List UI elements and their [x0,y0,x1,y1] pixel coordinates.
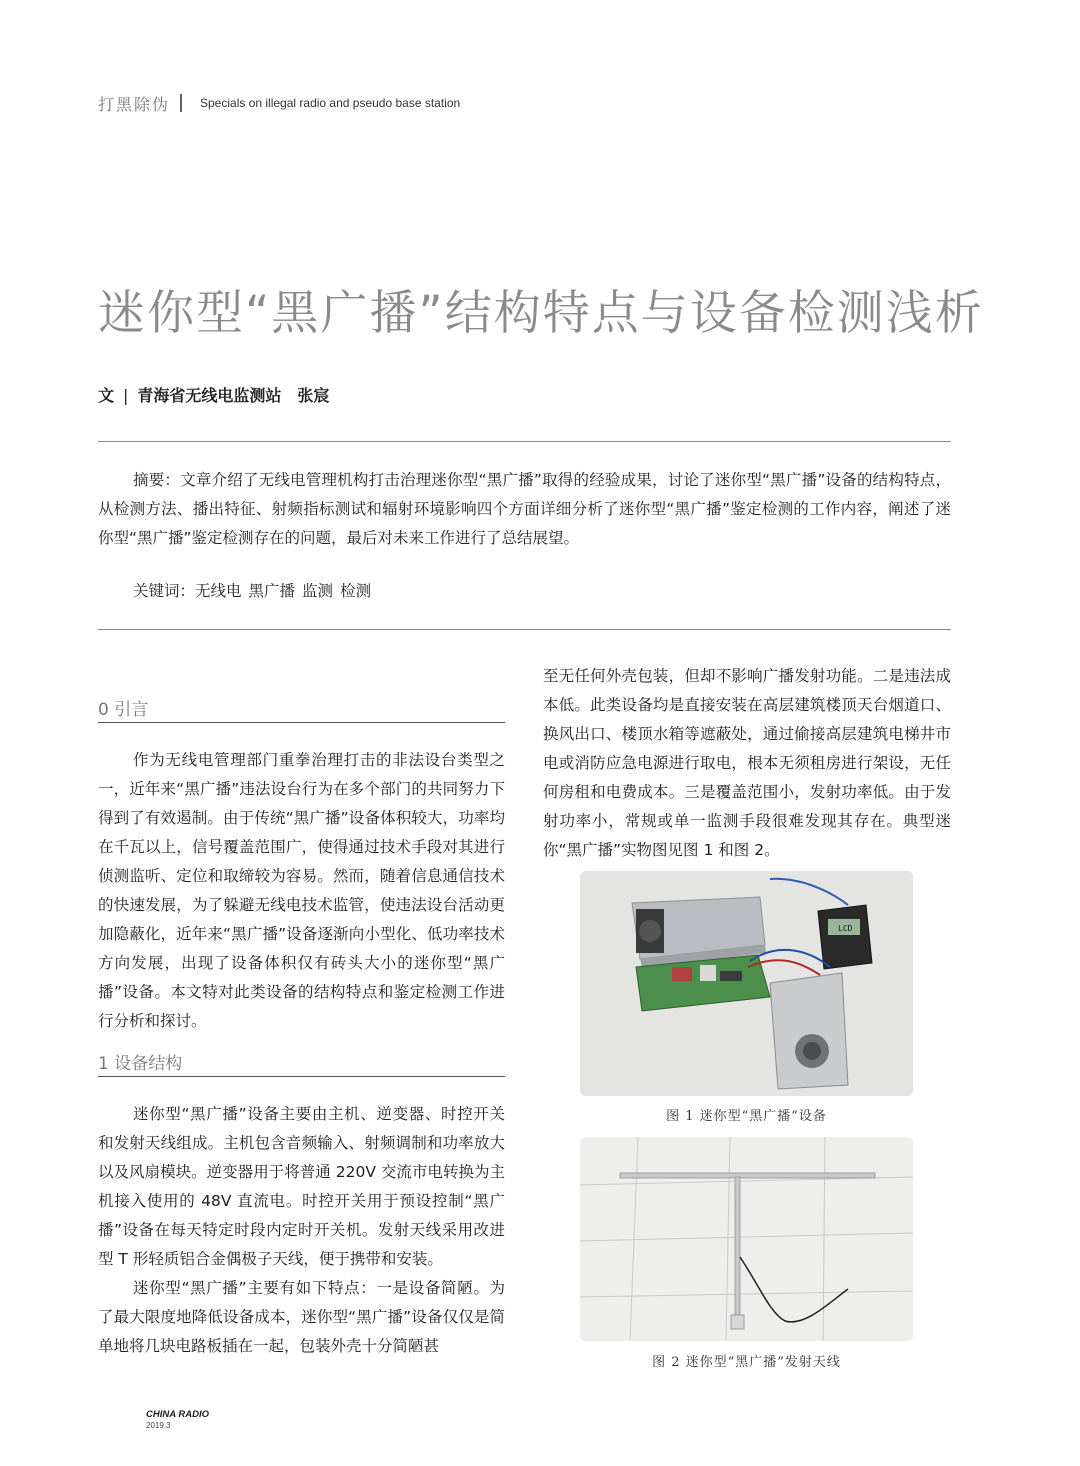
abstract: 摘要：文章介绍了无线电管理机构打击治理迷你型“黑广播”取得的经验成果，讨论了迷你型“黑广播”设备的结构特点，从检测方法、播出特征、射频指标测试和辐射环境影响四个方面详细分析了迷你型“黑广播”鉴定检测的工作内容，阐述了迷你型“黑广播”鉴定检测存在的问题，最后对未来工作进行了总结展望。 [98,471,951,547]
keywords-label: 关键词： [133,582,196,600]
keyword: 黑广播 [248,582,296,600]
section-label-cn: 打黑除伪 [98,95,171,114]
section-label-en: Specials on illegal radio and pseudo base station [200,96,461,110]
byline-author: 张宸 [297,386,330,405]
right-column-body [543,662,951,865]
byline-org: 青海省无线电监测站 [137,386,282,405]
abstract-bottom-rule [98,629,951,630]
figure-2-photo [580,1137,913,1341]
paragraph: 迷你型“黑广播”主要有如下特点：一是设备简陋。为了最大限度地降低设备成本，迷你型“黑广播”设备仅仅是简单地将几块电路板插在一起，包装外壳十分简陋甚 [98,1279,505,1355]
figure-2-caption: 图 2 迷你型“黑广播”发射天线 [652,1355,841,1370]
antenna-illustration [580,1137,913,1341]
header-divider [180,94,182,112]
intro-body [98,746,505,1036]
timer-display-label: LCD [838,924,853,933]
byline-prefix: 文 [98,386,115,405]
keywords [133,579,378,601]
keyword: 无线电 [195,582,242,600]
section-heading-intro: 0 引言 [98,700,149,720]
byline [98,383,329,406]
keyword: 检测 [340,582,372,600]
figure-1-caption: 图 1 迷你型“黑广播”设备 [666,1109,827,1124]
section-rule [98,1076,505,1077]
magazine-logo: CHINA RADIO [146,1409,209,1420]
paragraph: 作为无线电管理部门重拳治理打击的非法设台类型之一，近年来“黑广播”违法设台行为在多个部门的共同努力下得到了有效遏制。由于传统“黑广播”设备体积较大，功率均在千瓦以上，信号覆盖范围广，使得通过技术手段对其进行侦测监听、定位和取缔较为容易。然而，随着信息通信技术的快速发展，为了躲避无线电技术监管，使违法设台活动更加隐蔽化，近年来“黑广播”设备逐渐向小型化、低功率技术方向发展，出现了设备体积仅有砖头大小的迷你型“黑广播”设备。本文特对此类设备的结构特点和鉴定检测工作进行分析和探讨。 [98,751,505,1030]
article-title: 迷你型“黑广播”结构特点与设备检测浅析 [98,286,984,341]
structure-body [98,1100,505,1361]
top-rule [98,441,951,442]
paragraph: 迷你型“黑广播”设备主要由主机、逆变器、时控开关和发射天线组成。主机包含音频输入、射频调制和功率放大以及风扇模块。逆变器用于将普通 220V 交流市电转换为主机接入使用的 48V 直流电。时控开关用于预设控制“黑广播”设备在每天特定时段内定时开关机。发射天线采用改进型 T 形轻质铝合金偶极子天线，便于携带和安装。 [98,1105,505,1268]
paragraph: 至无任何外壳包装，但却不影响广播发射功能。二是违法成本低。此类设备均是直接安装在高层建筑楼顶天台烟道口、换风出口、楼顶水箱等遮蔽处，通过偷接高层建筑电梯井市电或消防应急电源进行取电，根本无须租房进行架设，无任何房租和电费成本。三是覆盖范围小，发射功率低。由于发射功率小，常规或单一监测手段很难发现其存在。典型迷你“黑广播”实物图见图 1 和图 2。 [543,667,951,859]
issue-date: 2019.3 [146,1421,171,1430]
equipment-illustration [580,871,913,1096]
section-rule [98,722,505,723]
byline-separator: | [123,386,129,405]
keyword: 监测 [302,582,334,600]
figure-1-photo [580,871,913,1096]
section-heading-structure: 1 设备结构 [98,1054,183,1074]
